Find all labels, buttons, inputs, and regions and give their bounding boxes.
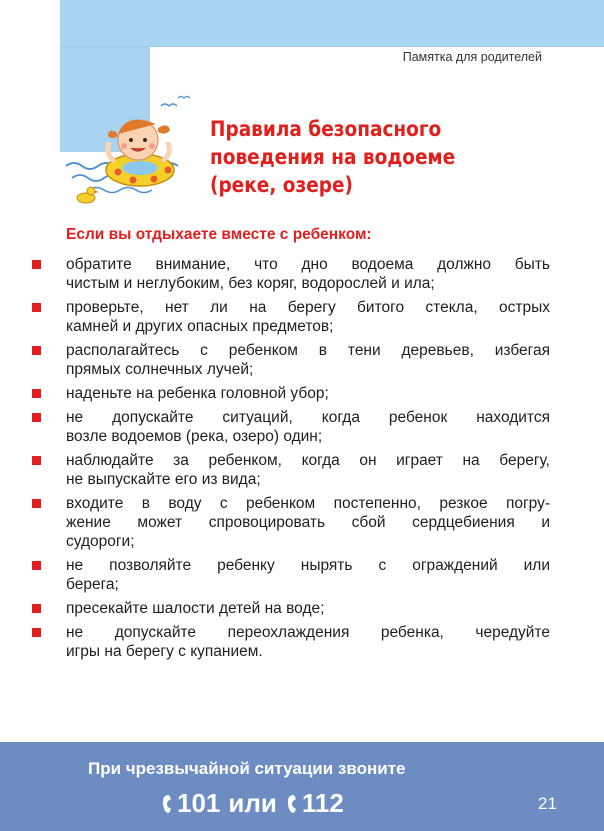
square-bullet-icon [32,303,41,312]
page-number: 21 [538,794,557,813]
rule-item [30,556,550,594]
emergency-footer [0,742,604,831]
rule-text: проверьте, нет ли на берегу битого стекла, острых камней и других опасных предметов; [66,299,550,335]
title-line: поведения на водоеме [210,145,456,170]
title-line: Правила безопасного [210,117,442,142]
header-label: Памятка для родителей [402,50,542,64]
emergency-text: При чрезвычайной ситуации звоните [88,759,406,778]
rule-item [30,341,550,379]
rule-text: располагайтесь с ребенком в тени деревьев, избегая прямых солнечных лучей; [66,342,550,378]
rule-text: входите в воду с ребенком постепенно, резкое погру- жение может спровоцировать сбой сердцебиения и судороги; [66,495,550,550]
square-bullet-icon [32,456,41,465]
rule-text: обратите внимание, что дно водоема должно быть чистым и неглубоким, без коряг, водорослей и ила; [66,256,550,292]
square-bullet-icon [32,628,41,637]
rule-item [30,255,550,293]
rule-item [30,451,550,489]
square-bullet-icon [32,389,41,398]
rule-item [30,384,550,403]
emergency-number-1: 101 [177,788,221,818]
square-bullet-icon [32,561,41,570]
rule-text: наблюдайте за ребенком, когда он играет на берегу, не выпускайте его из вида; [66,452,550,488]
emergency-number-2: 112 [301,788,344,818]
section-subheading: Если вы отдыхаете вместе с ребенком: [66,226,372,243]
square-bullet-icon [32,413,41,422]
phone-icon [285,793,299,815]
header-divider [60,46,604,47]
rule-text: не допускайте ситуаций, когда ребенок находится возле водоемов (река, озеро) один; [66,409,550,445]
rule-text: наденьте на ребенка головной убор; [66,385,329,402]
rule-text: пресекайте шалости детей на воде; [66,600,325,617]
rule-item [30,408,550,446]
rule-item [30,599,550,618]
rule-item [30,494,550,551]
safety-rules-list [30,255,550,666]
title-line: (реке, озере) [210,173,354,198]
phone-icon [160,793,174,815]
page-title [210,116,468,200]
rule-text: не позволяйте ребенку нырять с ограждений или берега; [66,557,550,593]
rule-item [30,623,550,661]
square-bullet-icon [32,604,41,613]
child-swimming-ring-illustration [58,88,208,213]
square-bullet-icon [32,260,41,269]
rule-text: не допускайте переохлаждения ребенка, чередуйте игры на берегу с купанием. [66,624,550,660]
rule-item [30,298,550,336]
or-text: или [228,788,277,818]
emergency-numbers [160,788,344,819]
square-bullet-icon [32,346,41,355]
square-bullet-icon [32,499,41,508]
